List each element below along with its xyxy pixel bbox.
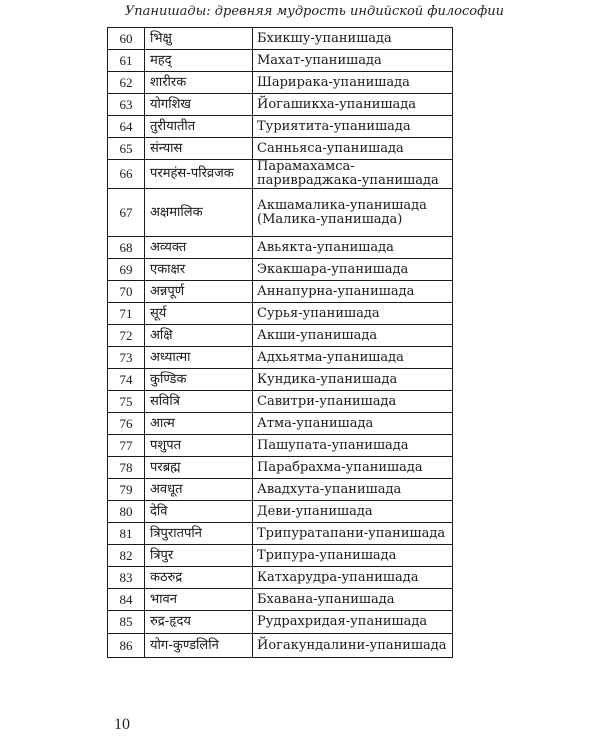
russian-name: Пашупата-упанишада [253,435,453,457]
sanskrit-name: परब्रह्म [145,457,253,479]
sanskrit-name: आत्म [145,413,253,435]
russian-name: Бхавана-упанишада [253,589,453,611]
table-row [108,589,453,611]
table-row [108,94,453,116]
upanishad-number: 67 [108,189,145,237]
upanishad-number: 69 [108,259,145,281]
table-row [108,303,453,325]
russian-name: Деви-упанишада [253,501,453,523]
table-row [108,347,453,369]
table-row [108,523,453,545]
russian-name: Парабрахма-упанишада [253,457,453,479]
sanskrit-name: सूर्य [145,303,253,325]
table-row [108,237,453,259]
russian-name: Катхарудра-упанишада [253,567,453,589]
upanishad-number: 71 [108,303,145,325]
russian-name: Сурья-упанишада [253,303,453,325]
table-row [108,325,453,347]
table-row [108,634,453,658]
table-row [108,501,453,523]
russian-name: Йогашикха-упанишада [253,94,453,116]
russian-name: Махат-упанишада [253,50,453,72]
upanishad-number: 80 [108,501,145,523]
table-row [108,259,453,281]
table-row [108,479,453,501]
upanishad-number: 75 [108,391,145,413]
sanskrit-name: कठरुद्र [145,567,253,589]
table-row [108,50,453,72]
table-row [108,369,453,391]
table-row [108,567,453,589]
table-row [108,413,453,435]
sanskrit-name: तुरीयातीत [145,116,253,138]
sanskrit-name: सवित्रि [145,391,253,413]
upanishad-number: 74 [108,369,145,391]
russian-name: Атма-упанишада [253,413,453,435]
russian-name: Рудрахридая-упанишада [253,611,453,634]
russian-name: Савитри-упанишада [253,391,453,413]
upanishad-number: 83 [108,567,145,589]
russian-name: Санньяса-упанишада [253,138,453,160]
table-row [108,391,453,413]
sanskrit-name: अव्यक्त [145,237,253,259]
upanishad-number: 73 [108,347,145,369]
russian-name: Трипура-упанишада [253,545,453,567]
sanskrit-name: महद् [145,50,253,72]
upanishad-table [107,27,453,658]
sanskrit-name: भावन [145,589,253,611]
sanskrit-name: एकाक्षर [145,259,253,281]
sanskrit-name: त्रिपुर [145,545,253,567]
upanishad-number: 85 [108,611,145,634]
upanishad-number: 62 [108,72,145,94]
table-row [108,611,453,634]
upanishad-number: 86 [108,634,145,658]
sanskrit-name: शारीरक [145,72,253,94]
russian-name: Экакшара-упанишада [253,259,453,281]
sanskrit-name: अध्यात्मा [145,347,253,369]
page-number: 10 [114,716,130,733]
sanskrit-name: देवि [145,501,253,523]
sanskrit-name: अन्नपूर्ण [145,281,253,303]
sanskrit-name: योगशिख [145,94,253,116]
upanishad-number: 72 [108,325,145,347]
russian-name: Кундика-упанишада [253,369,453,391]
table-row [108,72,453,94]
table-row [108,457,453,479]
upanishad-number: 77 [108,435,145,457]
table-row [108,435,453,457]
russian-name: Туриятита-упанишада [253,116,453,138]
table-row [108,545,453,567]
russian-name: Парамахамса-паривраджака-упанишада [253,160,453,189]
sanskrit-name: रुद्र-हृदय [145,611,253,634]
russian-name: Бхикшу-упанишада [253,28,453,50]
upanishad-number: 82 [108,545,145,567]
russian-name: Авадхута-упанишада [253,479,453,501]
table-row [108,281,453,303]
table-row [108,189,453,237]
upanishad-number: 81 [108,523,145,545]
sanskrit-name: अक्षि [145,325,253,347]
upanishad-number: 68 [108,237,145,259]
upanishad-number: 78 [108,457,145,479]
table-row [108,160,453,189]
sanskrit-name: अक्षमालिक [145,189,253,237]
upanishad-number: 63 [108,94,145,116]
sanskrit-name: पशुपत [145,435,253,457]
russian-name: Аннапурна-упанишада [253,281,453,303]
upanishad-number: 65 [108,138,145,160]
upanishad-number: 66 [108,160,145,189]
upanishad-number: 64 [108,116,145,138]
upanishad-number: 84 [108,589,145,611]
sanskrit-name: अवधूत [145,479,253,501]
sanskrit-name: कुण्डिक [145,369,253,391]
table-row [108,116,453,138]
russian-name: Авьякта-упанишада [253,237,453,259]
russian-name: Акшамалика-упанишада (Малика-упанишада) [253,189,453,237]
upanishad-number: 61 [108,50,145,72]
russian-name: Адхьятма-упанишада [253,347,453,369]
sanskrit-name: भिक्षु [145,28,253,50]
russian-name: Трипуратапани-упанишада [253,523,453,545]
russian-name: Йогакундалини-упанишада [253,634,453,658]
upanishad-number: 76 [108,413,145,435]
russian-name: Акши-упанишада [253,325,453,347]
upanishad-number: 79 [108,479,145,501]
running-title: Упанишады: древняя мудрость индийской философии [124,4,504,19]
upanishad-number: 70 [108,281,145,303]
sanskrit-name: योग-कुण्डलिनि [145,634,253,658]
table-row [108,28,453,50]
sanskrit-name: परमहंस-परिव्रजक [145,160,253,189]
sanskrit-name: संन्यास [145,138,253,160]
table-body [108,28,453,658]
upanishad-number: 60 [108,28,145,50]
sanskrit-name: त्रिपुरातपनि [145,523,253,545]
russian-name: Шарирака-упанишада [253,72,453,94]
table-row [108,138,453,160]
